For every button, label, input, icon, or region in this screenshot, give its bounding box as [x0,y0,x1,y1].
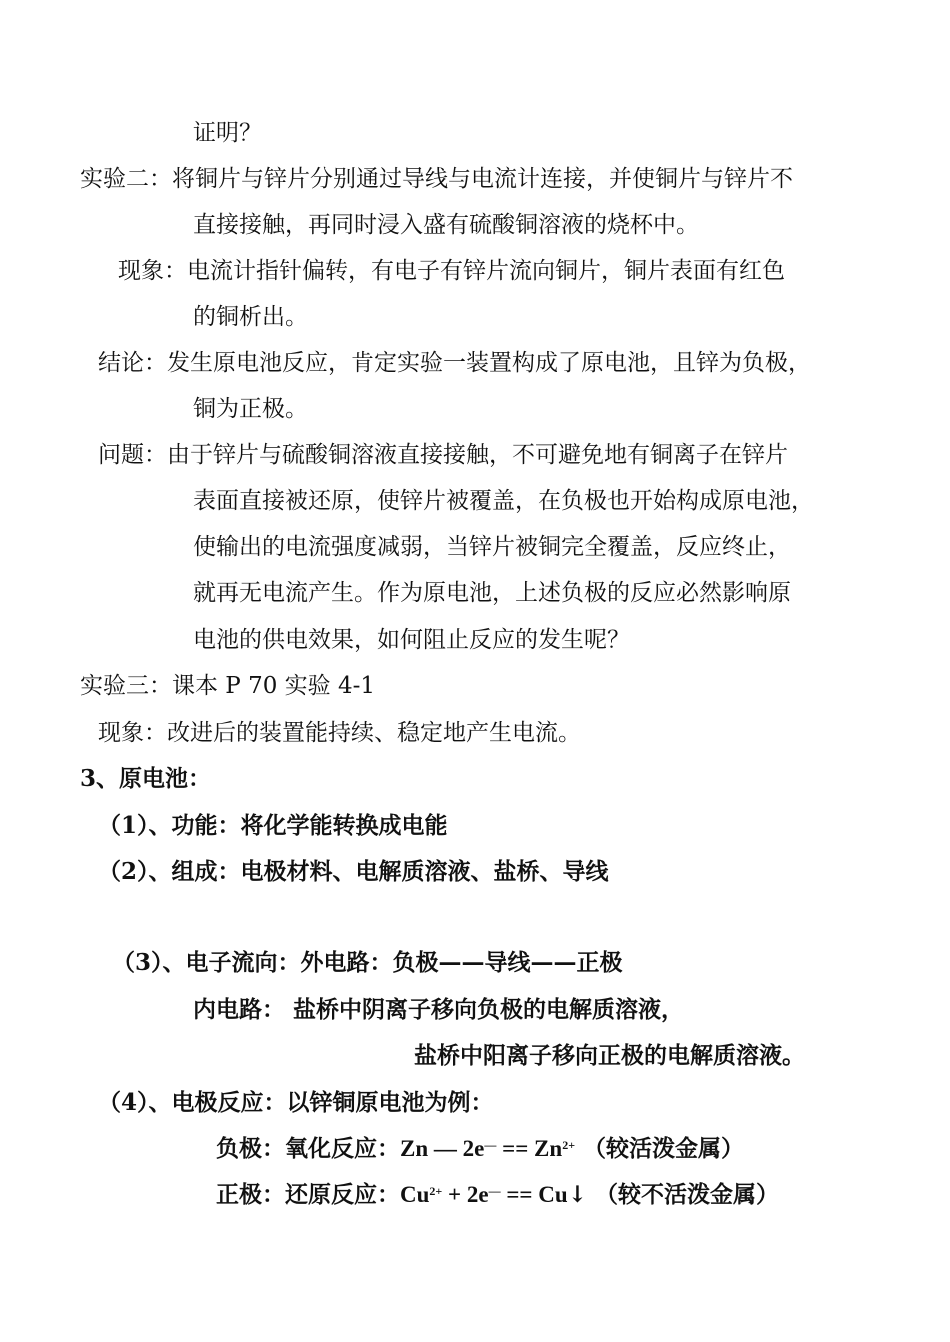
equation-product: == Zn [496,1136,563,1161]
list-item: （2）、组成：电极材料、电解质溶液、盐桥、导线 [98,858,609,885]
text-line: 现象：改进后的装置能持续、稳定地产生电流。 [98,720,581,746]
precipitate-arrow-icon: ↓ [567,1181,587,1208]
equation-note: （较不活泼金属） [586,1181,779,1208]
list-item-continuation: 内电路： 盐桥中阴离子移向负极的电解质溶液， [193,996,685,1023]
text-line: 的铜析出。 [193,304,308,330]
ion-charge: 2+ [429,1184,443,1198]
negative-electrode-equation [216,1134,744,1164]
text-line: 表面直接被还原，使锌片被覆盖，在负极也开始构成原电池， [193,488,814,514]
list-item-continuation: 盐桥中阳离子移向正极的电解质溶液。 [414,1042,805,1069]
equation-product: == Cu [500,1182,568,1207]
electron-superscript: — [488,1184,501,1198]
equation-electrons: + 2e [442,1182,489,1207]
electron-superscript: — [484,1138,497,1152]
text-line: 问题：由于锌片与硫酸铜溶液直接接触，不可避免地有铜离子在锌片 [98,442,788,468]
positive-electrode-equation [216,1180,779,1210]
section-heading: 3、原电池： [80,765,212,792]
equation-note: （较活泼金属） [575,1135,745,1162]
text-line: 实验三：课本 P 70 实验 4-1 [80,673,376,699]
list-item: （3）、电子流向：外电路：负极——导线——正极 [112,949,623,976]
text-line: 直接接触，再同时浸入盛有硫酸铜溶液的烧杯中。 [193,212,699,238]
equation-formula: Zn — 2e [400,1136,485,1161]
text-line: 使输出的电流强度减弱，当锌片被铜完全覆盖，反应终止， [193,534,791,560]
text-line: 电池的供电效果，如何阻止反应的发生呢？ [193,627,630,653]
equation-prefix: 正极：还原反应： [216,1181,400,1208]
equation-prefix: 负极：氧化反应： [216,1135,400,1162]
list-item: （4）、电极反应：以锌铜原电池为例： [98,1089,494,1116]
ion-charge: 2+ [562,1138,576,1152]
text-line: 铜为正极。 [193,396,308,422]
text-line: 现象：电流计指针偏转，有电子有锌片流向铜片，铜片表面有红色 [118,258,785,284]
list-item: （1）、功能：将化学能转换成电能 [98,812,448,839]
text-line: 结论：发生原电池反应，肯定实验一装置构成了原电池，且锌为负极， [98,350,811,376]
text-line: 就再无电流产生。作为原电池，上述负极的反应必然影响原 [193,580,791,606]
text-line: 实验二：将铜片与锌片分别通过导线与电流计连接，并使铜片与锌片不 [80,166,793,192]
text-line: 证明？ [193,120,262,146]
equation-reactant: Cu [400,1182,430,1207]
